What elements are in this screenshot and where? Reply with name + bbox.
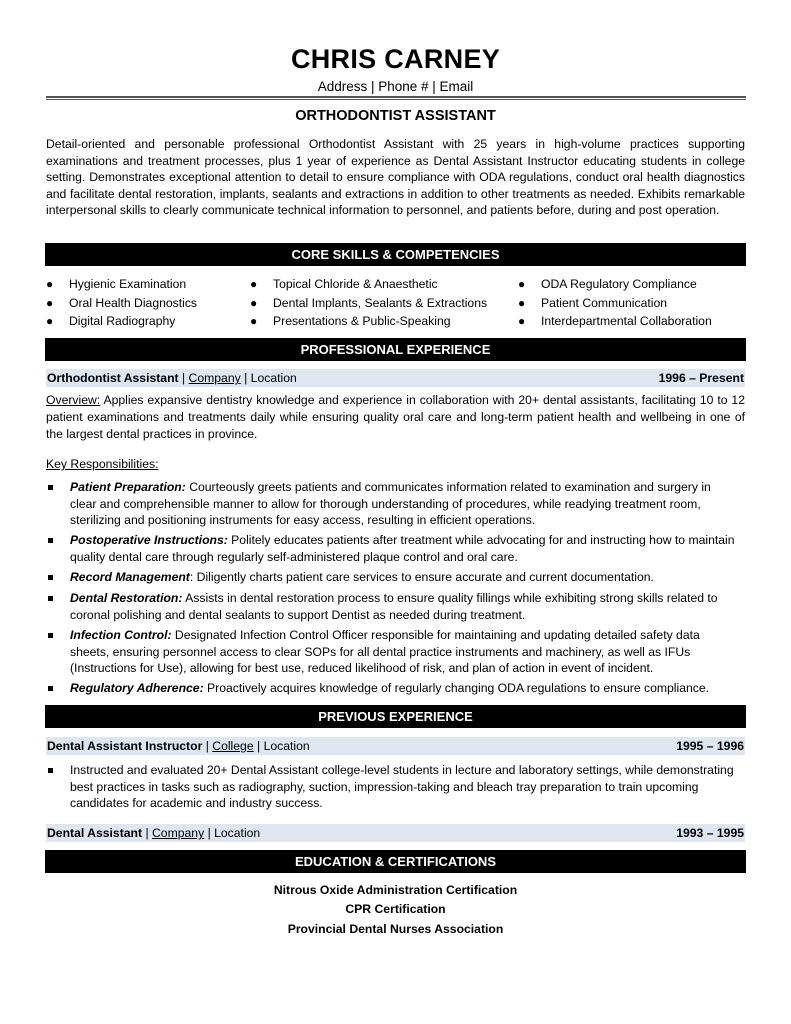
square-bullet-icon bbox=[48, 538, 53, 543]
section-bar-previous: PREVIOUS EXPERIENCE bbox=[45, 705, 746, 728]
professional-summary: Detail-oriented and personable professional Orthodontist Assistant with 25 years in high-volume practices supporting examinations and treatment processes, plus 1 year of experience as Dental Assistant Instructor educating students in college setting. Demonstrates exceptional attention to detail to ensure compliance with ODA regulations, conduct oral health diagnostics and facilitate dental restoration, implants, sealants and extractions in addition to other treatments as needed. Exhibits remarkable interpersonal skills to clearly communicate technical information to personnel, and patients before, during and post operation. bbox=[46, 137, 745, 218]
job-overview bbox=[46, 392, 745, 443]
bullet-dot-icon: ● bbox=[518, 296, 526, 310]
section-bar-education: EDUCATION & CERTIFICATIONS bbox=[45, 850, 746, 873]
employer-link[interactable]: Company bbox=[188, 371, 241, 385]
square-bullet-icon bbox=[48, 768, 53, 773]
resume-page: CHRIS CARNEY Address | Phone # | Email ORTHODONTIST ASSISTANT Detail-oriented and personable professional Orthodontist Assistant with 25 years in high-volume practices supporting examinations and treatment processes, plus 1 year of experience as Dental Assistant Instructor educating students in college setting. Demonstrates exceptional attention to detail to ensure compliance with ODA regulations, conduct oral health diagnostics and facilitate dental restoration, implants, sealants and extractions in addition to other treatments as needed. Exhibits remarkable interpersonal skills to clearly communicate technical information to personnel, and patients before, during and post operation. CORE SKILLS & COMPETENCIES ● Hygienic Examination ● Oral Health Diagnostics ● Digital Radiography ● Topical Chloride & Anaesthetic ● Dental Implants, Sealants & Extractions ● Presentations & Public-Speaking ● ODA Regulatory Compliance ● Patient Communication ● Interdepartmental Collaboration PROFESSIONAL EXPERIENCE Orthodontist Assistant | Company | Location 1996 – Present Overview: Applies expansive dentistry knowledge and experience in collaboration with 20+ dental assistants, facilitating 10 to 12 patient examinations and treatments daily while ensuring quality oral care and long-term patient health and wellbeing in one of the largest dental practices in province. Key Responsibilities: Patient Preparation: Courteously greets patients and communicates information related to examination and surgery in clear and comprehensible manner to allow for thorough understanding of procedures, while readying treatment room, sterilizing and positioning instruments for easy access, resulting in efficient operations. Postoperative Instructions: Politely educates patients after treatment while advocating for and instructing how to maintain quality dental care through regularly self-administered plaque control and oral care. Record Management: Diligently charts patient care services to ensure accurate and current documentation. Dental Restoration: Assists in dental restoration process to ensure quality fillings while exhibiting strong skills related to coronal polishing and dental sealants to support Dentist as needed during treatment. Infection Control: Designated Infection Control Officer responsible for maintaining and updating detailed safety data sheets, ensuring personnel access to clear SOPs for all dental practice instruments and machinery, as well as IFUs (Instructions for Use), allowing for best use, reduced likelihood of risk, and plan of action in event of incident. Regulatory Adherence: Proactively acquires knowledge of regularly changing ODA regulations to ensure compliance. PREVIOUS EXPERIENCE Dental Assistant Instructor | College | Location 1995 – 1996 Instructed and evaluated 20+ Dental Assistant college-level students in lecture and laboratory settings, while demonstrating best practices in tasks such as radiography, suction, impression-taking and bleach tray preparation to train upcoming candidates for academic and industry success. Dental Assistant | Company | Location 1993 – 1995 EDUCATION & CERTIFICATIONS Nitrous Oxide Administration Certification CPR Certification Provincial Dental Nurses Association bbox=[0, 0, 791, 1024]
bullet-dot-icon: ● bbox=[250, 277, 258, 291]
overview-text: Applies expansive dentistry knowledge and experience in collaboration with 20+ dental assistants, facilitating 10 to 12 patient examinations and treatments daily while ensuring quality oral care and long-term patient health and wellbeing in one of the largest dental practices in province. bbox=[46, 393, 745, 441]
employer-link[interactable]: College bbox=[212, 739, 254, 753]
certification-item: CPR Certification bbox=[345, 902, 446, 916]
header-divider-thin bbox=[46, 99, 746, 100]
responsibility-item: Patient Preparation: Courteously greets patients and communicates information related to examination and surgery in clear and comprehensible manner to allow for thorough understanding of procedures, while readying treatment room, sterilizing and positioning instruments for easy access, resulting in efficient operations. bbox=[46, 479, 736, 529]
square-bullet-icon bbox=[48, 575, 53, 580]
job-header-row bbox=[46, 737, 745, 755]
bullet-dot-icon: ● bbox=[46, 277, 54, 291]
responsibility-item: Infection Control: Designated Infection Control Officer responsible for maintaining and updating detailed safety data sheets, ensuring personnel access to clear SOPs for all dental practice instruments and machinery, as well as IFUs (Instructions for Use), allowing for best use, reduced likelihood of risk, and plan of action in event of incident. bbox=[46, 627, 736, 677]
square-bullet-icon bbox=[48, 633, 53, 638]
employer-link[interactable]: Company bbox=[152, 826, 205, 840]
header-divider bbox=[46, 96, 746, 98]
job-header-row bbox=[46, 369, 745, 387]
overview-label: Overview: bbox=[46, 393, 101, 407]
responsibility-item: Postoperative Instructions: Politely educates patients after treatment while advocating for and instructing how to maintain quality dental care through regularly self-administered plaque control and oral care. bbox=[46, 532, 736, 565]
responsibility-item: Dental Restoration: Assists in dental restoration process to ensure quality fillings while exhibiting strong skills related to coronal polishing and dental sealants to support Dentist as needed during treatment. bbox=[46, 590, 736, 623]
responsibility-item: Instructed and evaluated 20+ Dental Assistant college-level students in lecture and laboratory settings, while demonstrating best practices in tasks such as radiography, suction, impression-taking and bleach tray preparation to train upcoming candidates for academic and industry success. bbox=[46, 762, 736, 812]
contact-line: Address | Phone # | Email bbox=[317, 79, 474, 94]
job-dates: 1996 – Present bbox=[658, 371, 744, 385]
bullet-dot-icon: ● bbox=[250, 296, 258, 310]
key-responsibilities-label: Key Responsibilities: bbox=[46, 457, 159, 471]
certification-item: Nitrous Oxide Administration Certification bbox=[273, 883, 518, 897]
job-position: Dental Assistant Instructor bbox=[47, 739, 203, 753]
certification-item: Provincial Dental Nurses Association bbox=[287, 922, 504, 936]
bullet-dot-icon: ● bbox=[46, 296, 54, 310]
job-location: Location bbox=[250, 371, 297, 385]
job-header-row bbox=[46, 824, 745, 842]
job-header-left: Orthodontist Assistant | Company | Location bbox=[47, 371, 297, 385]
job-position: Orthodontist Assistant bbox=[47, 371, 179, 385]
bullet-dot-icon: ● bbox=[250, 314, 258, 328]
job-header-left: Dental Assistant | Company | Location bbox=[47, 826, 261, 840]
candidate-name: CHRIS CARNEY bbox=[290, 44, 501, 74]
job-dates: 1995 – 1996 bbox=[676, 739, 744, 753]
responsibility-item: Regulatory Adherence: Proactively acquires knowledge of regularly changing ODA regulations to ensure compliance. bbox=[46, 680, 736, 697]
bullet-dot-icon: ● bbox=[46, 314, 54, 328]
job-location: Location bbox=[263, 739, 310, 753]
job-location: Location bbox=[214, 826, 261, 840]
square-bullet-icon bbox=[48, 596, 53, 601]
bullet-dot-icon: ● bbox=[518, 314, 526, 328]
responsibility-item: Record Management: Diligently charts patient care services to ensure accurate and current documentation. bbox=[46, 569, 736, 586]
job-title: ORTHODONTIST ASSISTANT bbox=[295, 108, 496, 124]
square-bullet-icon bbox=[48, 686, 53, 691]
section-bar-skills: CORE SKILLS & COMPETENCIES bbox=[45, 243, 746, 266]
job-dates: 1993 – 1995 bbox=[676, 826, 744, 840]
job-header-left: Dental Assistant Instructor | College | Location bbox=[47, 739, 310, 753]
bullet-dot-icon: ● bbox=[518, 277, 526, 291]
job-position: Dental Assistant bbox=[47, 826, 143, 840]
section-bar-experience: PROFESSIONAL EXPERIENCE bbox=[45, 338, 746, 361]
square-bullet-icon bbox=[48, 485, 53, 490]
